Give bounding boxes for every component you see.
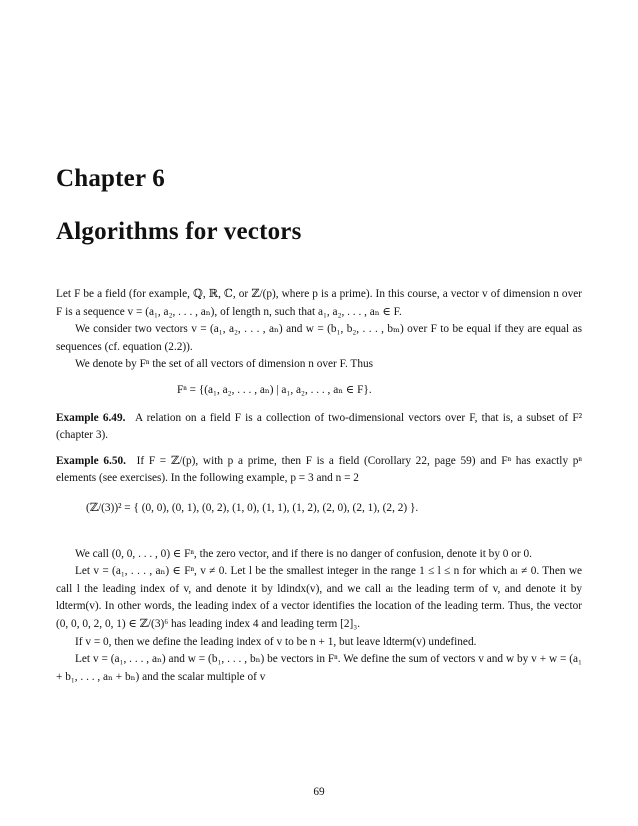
example-6-49 (56, 410, 582, 445)
example-6-50 (56, 453, 582, 488)
paragraph-field-definition: Let F be a field (for example, ℚ, ℝ, ℂ, or ℤ/(p), where p is a prime). In this course, a vector v of dimension n over F is a sequence v = (a₁, a₂, . . . , aₙ), of length n, such that a₁, a₂, . . . , aₙ ∈ F. (56, 288, 582, 318)
paragraph-leading-index: Let v = (a₁, . . . , aₙ) ∈ Fⁿ, v ≠ 0. Let l be the smallest integer in the range 1 ≤ l ≤ n for which aₗ ≠ 0. Then we call l the leading index of v, and denote it by ldindx(v), and we call aₗ the leading term of v, and denote it by ldterm(v). In other words, the leading index of a vector identifies the location of the leading term. Thus, the vector (0, 0, 0, 2, 0, 1) ∈ ℤ/(3)⁶ has leading index 4 and leading term [2]₃. (56, 565, 582, 630)
chapter-number: Chapter 6 (56, 165, 165, 192)
example-text: If F = ℤ/(p), with p a prime, then F is a field (Corollary 22, page 59) and Fⁿ has exactly pⁿ elements (see exercises). In the following example, p = 3 and n = 2 (56, 454, 582, 485)
example-heading: Example 6.49. (56, 411, 126, 424)
paragraph-zero-vector: We call (0, 0, . . . , 0) ∈ Fⁿ, the zero vector, and if there is no danger of confusion, denote it by 0 or 0. (75, 547, 532, 560)
example-heading: Example 6.50. (56, 454, 126, 467)
page-number: 69 (313, 786, 325, 798)
body-text (56, 286, 582, 686)
paragraph-equal-vectors: We consider two vectors v = (a₁, a₂, . . . , aₙ) and w = (b₁, b₂, . . . , bₘ) over F to be equal if they are equal as sequences (cf. equation (2.2)). (56, 323, 582, 353)
example-text: A relation on a field F is a collection of two-dimensional vectors over F, that is, a subset of F² (chapter 3). (56, 411, 582, 442)
paragraph-vector-sum: Let v = (a₁, . . . , aₙ) and w = (b₁, . . . , bₙ) be vectors in Fⁿ. We define the sum of vectors v and w by v + w = (a₁ + b₁, . . . , aₙ + bₙ) and the scalar multiple of v (56, 653, 582, 683)
page (56, 0, 582, 826)
display-equation-z3-squared: (ℤ/(3))² = { (0, 0), (0, 1), (0, 2), (1, 0), (1, 1), (1, 2), (2, 0), (2, 1), (2, 2) }. (86, 501, 419, 514)
display-equation-fn: Fⁿ = {(a₁, a₂, . . . , aₙ) | a₁, a₂, . . . , aₙ ∈ F}. (177, 383, 372, 396)
paragraph-zero-leading-index: If v = 0, then we define the leading index of v to be n + 1, but leave ldterm(v) undefined. (75, 635, 477, 648)
paragraph-fn-definition: We denote by Fⁿ the set of all vectors of dimension n over F. Thus (75, 358, 374, 371)
chapter-title: Algorithms for vectors (56, 218, 302, 245)
